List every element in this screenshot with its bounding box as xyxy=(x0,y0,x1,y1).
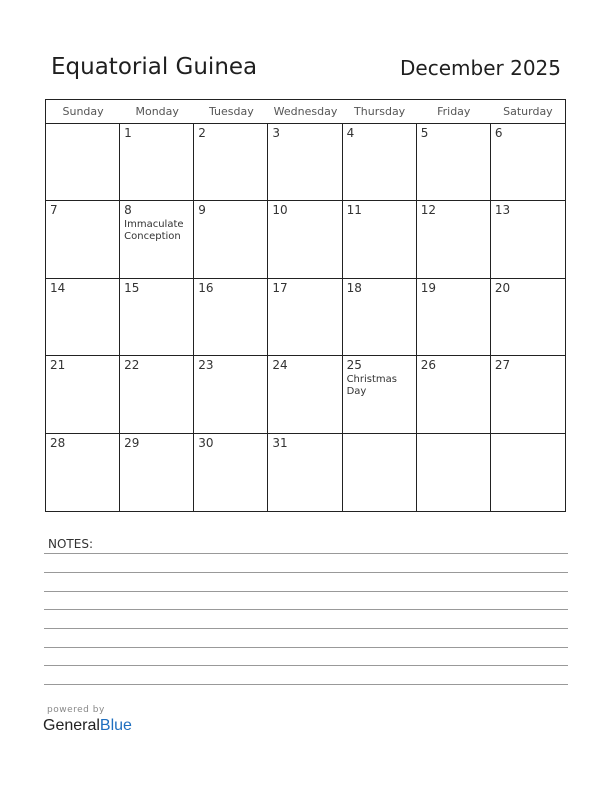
brand-general: General xyxy=(43,717,100,734)
day-cell xyxy=(120,356,194,433)
holiday-label: Christmas Day xyxy=(346,374,397,398)
note-line xyxy=(44,553,568,554)
day-cell xyxy=(194,279,268,356)
day-cell xyxy=(120,124,194,201)
calendar-body xyxy=(46,124,565,511)
note-line xyxy=(44,609,568,610)
day-number: 30 xyxy=(198,435,214,450)
day-number: 17 xyxy=(272,280,288,295)
day-cell xyxy=(46,201,120,278)
day-number: 22 xyxy=(124,358,140,373)
weekday-tuesday: Tuesday xyxy=(208,105,254,118)
day-cell xyxy=(46,356,120,433)
day-cell xyxy=(343,356,417,433)
day-number: 16 xyxy=(198,280,214,295)
holiday-label: Immaculate Conception xyxy=(124,219,184,243)
day-cell xyxy=(491,434,565,511)
day-number: 8 xyxy=(124,203,132,218)
day-number: 25 xyxy=(346,358,362,373)
day-number: 12 xyxy=(420,203,436,218)
day-number: 15 xyxy=(124,280,140,295)
day-cell xyxy=(491,356,565,433)
day-cell xyxy=(491,201,565,278)
weekday-monday: Monday xyxy=(135,105,179,118)
note-line xyxy=(44,647,568,648)
day-cell xyxy=(46,124,120,201)
powered-by-text: powered by xyxy=(47,705,105,715)
note-line xyxy=(44,665,568,666)
day-number: 29 xyxy=(124,435,140,450)
day-number: 13 xyxy=(494,203,511,218)
day-cell xyxy=(343,279,417,356)
weekday-header-row xyxy=(46,100,565,124)
day-number: 31 xyxy=(272,435,288,450)
day-number: 27 xyxy=(494,358,511,373)
day-number: 18 xyxy=(346,280,362,295)
day-number: 21 xyxy=(50,358,66,373)
day-cell xyxy=(417,201,491,278)
day-cell xyxy=(120,201,194,278)
day-cell xyxy=(417,279,491,356)
country-title: Equatorial Guinea xyxy=(51,54,258,80)
day-cell xyxy=(46,279,120,356)
weekday-sunday: Sunday xyxy=(62,105,104,118)
day-cell xyxy=(268,356,342,433)
calendar-grid xyxy=(45,99,566,512)
day-number: 6 xyxy=(494,126,503,140)
day-cell xyxy=(343,434,417,511)
day-cell xyxy=(417,124,491,201)
day-cell xyxy=(120,279,194,356)
weekday-saturday: Saturday xyxy=(503,105,553,118)
day-number: 10 xyxy=(272,203,288,218)
day-cell xyxy=(491,124,565,201)
day-cell xyxy=(343,201,417,278)
day-number: 7 xyxy=(50,203,58,218)
day-number: 26 xyxy=(420,358,436,373)
day-cell xyxy=(46,434,120,511)
day-cell xyxy=(194,356,268,433)
day-number: 2 xyxy=(198,126,206,140)
weekday-wednesday: Wednesday xyxy=(273,105,338,118)
day-number: 19 xyxy=(420,280,436,295)
day-cell xyxy=(491,279,565,356)
day-cell xyxy=(343,124,417,201)
day-number: 5 xyxy=(420,126,429,140)
day-number: 23 xyxy=(198,358,214,373)
day-cell xyxy=(194,201,268,278)
note-line xyxy=(44,591,568,592)
month-year-title: December 2025 xyxy=(400,56,561,80)
brand-logo xyxy=(43,717,132,735)
brand-blue: Blue xyxy=(99,717,132,734)
day-number: 11 xyxy=(346,203,362,218)
note-line xyxy=(44,572,568,573)
day-cell xyxy=(417,356,491,433)
weekday-friday: Friday xyxy=(437,105,471,118)
day-number: 1 xyxy=(124,126,132,140)
day-cell xyxy=(194,124,268,201)
day-number: 3 xyxy=(272,126,281,140)
day-cell xyxy=(268,124,342,201)
day-number: 28 xyxy=(50,435,66,450)
note-line xyxy=(44,628,568,629)
note-line xyxy=(44,684,568,685)
day-cell xyxy=(194,434,268,511)
day-cell xyxy=(268,201,342,278)
notes-label: NOTES: xyxy=(48,537,93,551)
day-cell xyxy=(268,279,342,356)
day-number: 20 xyxy=(494,280,511,295)
day-cell xyxy=(120,434,194,511)
day-number: 9 xyxy=(198,203,206,218)
day-number: 24 xyxy=(272,358,288,373)
weekday-thursday: Thursday xyxy=(354,105,406,118)
day-cell xyxy=(417,434,491,511)
day-cell xyxy=(268,434,342,511)
day-number: 4 xyxy=(346,126,355,140)
day-number: 14 xyxy=(50,280,66,295)
